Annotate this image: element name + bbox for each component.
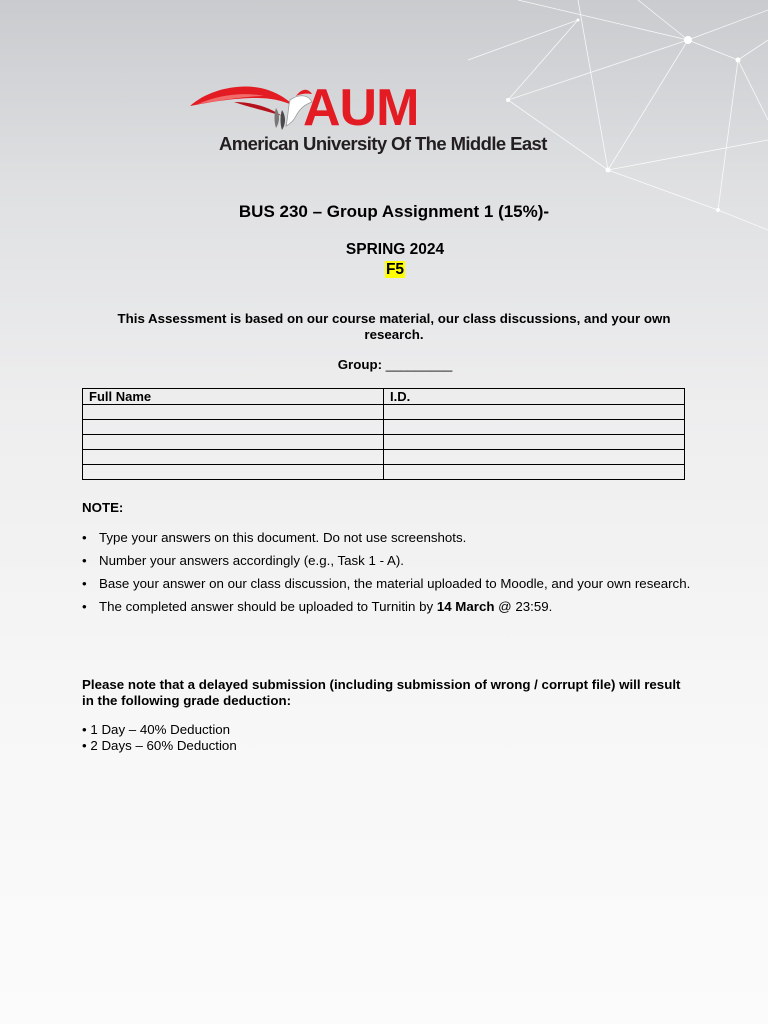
deadline-date: 14 March [436,599,495,614]
list-item: • 2 Days – 60% Deduction [82,738,237,754]
table-row [83,420,685,435]
id-cell[interactable] [384,450,685,465]
list-item: • Type your answers on this document. Do not use screenshots. [82,526,692,549]
note-list [82,526,692,618]
intro-text: This Assessment is based on our course material, our class discussions, and your own research. [117,311,671,342]
group-label: Group: [337,357,383,372]
id-cell[interactable] [384,465,685,480]
column-header-id: I.D. [384,389,685,405]
table-row [83,465,685,480]
group-blank[interactable]: _________ [385,357,453,372]
id-cell[interactable] [384,405,685,420]
table-header-row [83,389,685,405]
list-item: • Number your answers accordingly (e.g., Task 1 - A). [82,549,692,572]
name-cell[interactable] [83,405,384,420]
name-cell[interactable] [83,450,384,465]
aum-logo [190,80,570,160]
table-row [83,405,685,420]
column-header-full-name: Full Name [83,389,384,405]
table-row [83,435,685,450]
members-table [82,388,685,480]
deduction-list [82,722,237,753]
assignment-title: BUS 230 – Group Assignment 1 (15%)- [238,202,550,221]
deadline-text-before: The completed answer should be uploaded to Turnitin by [99,599,437,614]
section-label [0,261,768,279]
logo-wordmark: AUM [303,79,419,137]
group-field [0,357,768,372]
name-cell[interactable] [83,435,384,450]
note-heading: NOTE: [82,500,124,515]
network-node [684,36,692,44]
deadline-text-after: @ 23:59. [494,599,553,614]
list-item [82,595,692,618]
list-item: • Base your answer on our class discussion, the material uploaded to Moodle, and your own research. [82,572,692,595]
university-name: American University Of The Middle East [219,133,547,154]
term-label: SPRING 2024 [345,241,445,258]
section-highlight: F5 [385,261,405,278]
phoenix-bird-icon [190,80,320,132]
id-cell[interactable] [384,435,685,450]
name-cell[interactable] [83,465,384,480]
name-cell[interactable] [83,420,384,435]
late-submission-notice: Please note that a delayed submission (including submission of wrong / corrupt file) will result in the following grade deduction: [82,677,681,708]
id-cell[interactable] [384,420,685,435]
list-item: • 1 Day – 40% Deduction [82,722,237,738]
table-row [83,450,685,465]
